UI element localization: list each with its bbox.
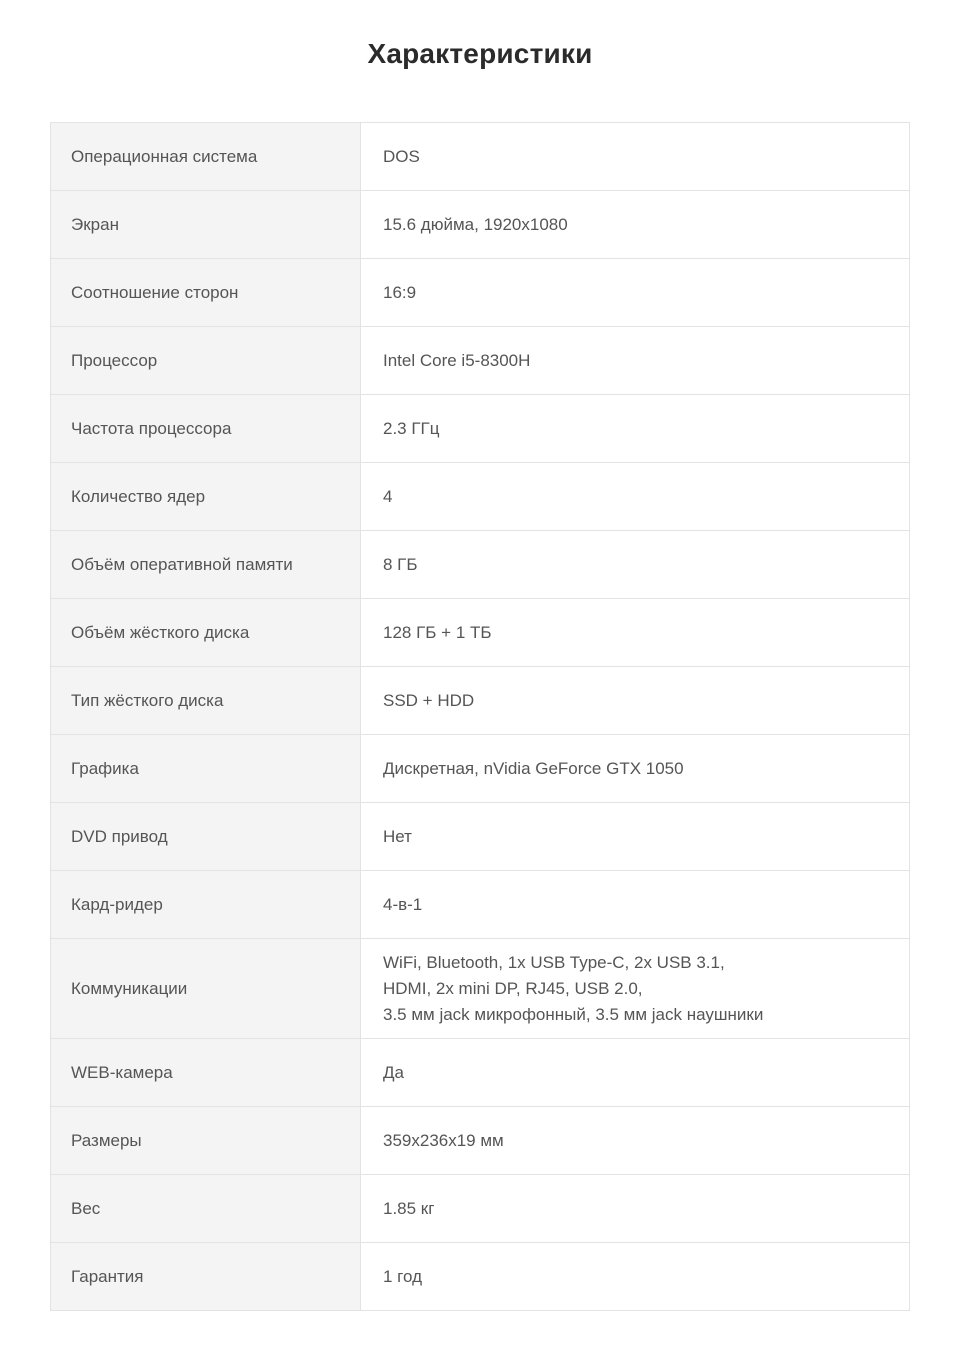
spec-label: Частота процессора (51, 395, 361, 463)
spec-label: Вес (51, 1175, 361, 1243)
spec-label: Кард-ридер (51, 871, 361, 939)
spec-label: Объём оперативной памяти (51, 531, 361, 599)
spec-value: 16:9 (361, 259, 910, 327)
spec-value: Да (361, 1039, 910, 1107)
spec-label: Экран (51, 191, 361, 259)
spec-label: Операционная система (51, 123, 361, 191)
spec-value: 359x236x19 мм (361, 1107, 910, 1175)
spec-value: Дискретная, nVidia GeForce GTX 1050 (361, 735, 910, 803)
spec-row-weight (51, 1175, 910, 1243)
spec-label: Гарантия (51, 1243, 361, 1311)
spec-row-dvd (51, 803, 910, 871)
spec-label: Коммуникации (51, 939, 361, 1039)
spec-value-line: WiFi, Bluetooth, 1x USB Type-C, 2x USB 3.1, (383, 952, 725, 972)
page-title: Характеристики (367, 38, 593, 69)
spec-label: DVD привод (51, 803, 361, 871)
spec-value-line: 3.5 мм jack микрофонный, 3.5 мм jack наушники (383, 1004, 764, 1024)
spec-row-communications (51, 939, 910, 1039)
spec-row-graphics (51, 735, 910, 803)
spec-label: Соотношение сторон (51, 259, 361, 327)
spec-row-aspect-ratio (51, 259, 910, 327)
spec-row-ram (51, 531, 910, 599)
spec-label: Графика (51, 735, 361, 803)
spec-value: 128 ГБ + 1 ТБ (361, 599, 910, 667)
spec-value: 1.85 кг (361, 1175, 910, 1243)
spec-value-line: HDMI, 2x mini DP, RJ45, USB 2.0, (383, 978, 643, 998)
spec-label: Процессор (51, 327, 361, 395)
spec-row-processor (51, 327, 910, 395)
spec-row-cores (51, 463, 910, 531)
spec-value (361, 939, 910, 1039)
spec-row-webcam (51, 1039, 910, 1107)
spec-value: 1 год (361, 1243, 910, 1311)
spec-value: Intel Core i5-8300H (361, 327, 910, 395)
spec-label: Объём жёсткого диска (51, 599, 361, 667)
spec-row-card-reader (51, 871, 910, 939)
spec-value: 4-в-1 (361, 871, 910, 939)
spec-value: 8 ГБ (361, 531, 910, 599)
spec-label: Размеры (51, 1107, 361, 1175)
spec-label: WEB-камера (51, 1039, 361, 1107)
spec-value: 4 (361, 463, 910, 531)
spec-row-dimensions (51, 1107, 910, 1175)
spec-label: Количество ядер (51, 463, 361, 531)
spec-row-storage-type (51, 667, 910, 735)
spec-value: DOS (361, 123, 910, 191)
spec-value: Нет (361, 803, 910, 871)
spec-value: 15.6 дюйма, 1920x1080 (361, 191, 910, 259)
spec-row-os (51, 123, 910, 191)
spec-value: 2.3 ГГц (361, 395, 910, 463)
spec-value: SSD + HDD (361, 667, 910, 735)
spec-row-warranty (51, 1243, 910, 1311)
spec-label: Тип жёсткого диска (51, 667, 361, 735)
spec-row-cpu-frequency (51, 395, 910, 463)
spec-row-screen (51, 191, 910, 259)
spec-row-storage-size (51, 599, 910, 667)
specs-table (50, 122, 910, 1311)
